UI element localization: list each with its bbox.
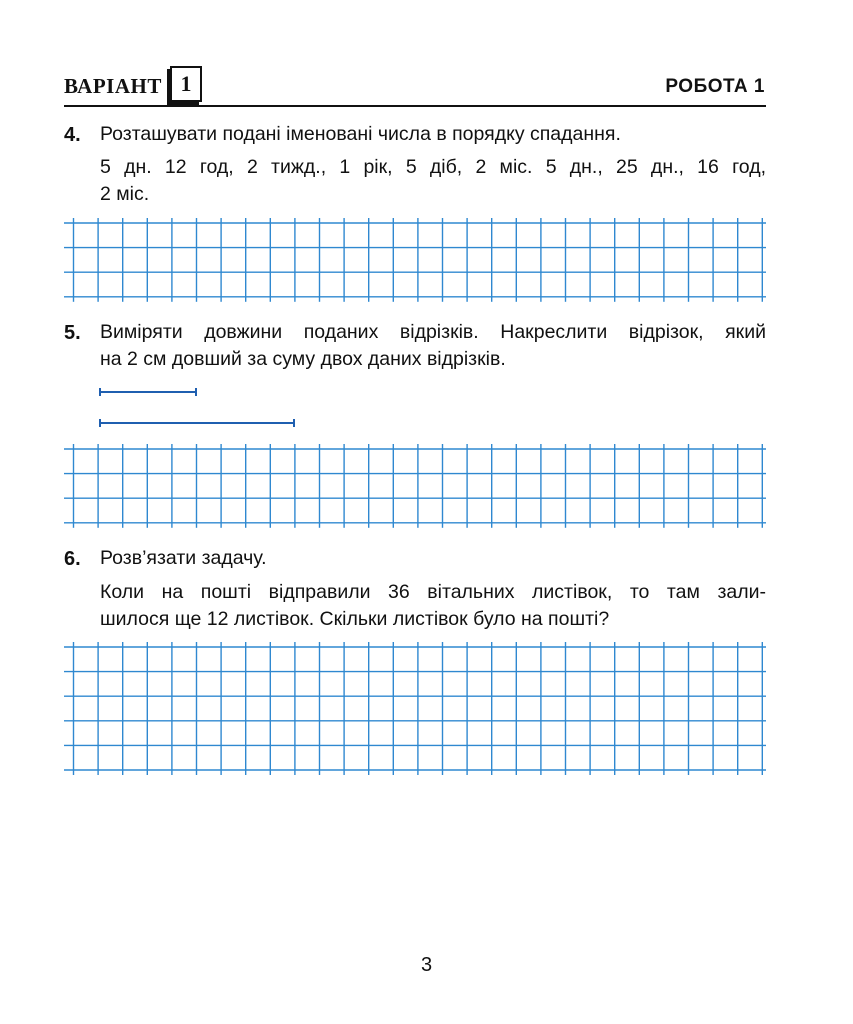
answer-grid-task-4[interactable]: [64, 218, 766, 302]
task-4-line-1: Розташувати подані іменовані числа в порядку спадання.: [100, 123, 621, 145]
task-6-line-3: шилося ще 12 листівок. Скільки листівок було на пошті?: [100, 608, 610, 630]
task-4-line-2: 5 дн. 12 год, 2 тижд., 1 рік, 5 діб, 2 міс. 5 дн., 25 дн., 16 год,: [100, 156, 766, 178]
segment-short: [100, 388, 196, 396]
answer-grid-task-6[interactable]: [64, 642, 766, 775]
page-number: 3: [420, 954, 433, 976]
task-5-line-2: на 2 см довший за суму двох даних відрізків.: [100, 348, 506, 370]
variant-number-box: 1: [170, 66, 202, 102]
answer-grid-task-5[interactable]: [64, 444, 766, 528]
task-4-line-3: 2 міс.: [100, 183, 150, 205]
task-5-number: 5.: [64, 322, 81, 344]
task-6-line-1: Розв’язати задачу.: [100, 547, 267, 569]
task-4-number: 4.: [64, 124, 81, 146]
segment-long: [100, 419, 294, 427]
task-6-line-2: Коли на пошті відправили 36 вітальних листівок, то там зали-: [100, 581, 766, 603]
task-5-line-1: Виміряти довжини поданих відрізків. Накреслити відрізок, який: [100, 321, 766, 343]
work-label: РОБОТА 1: [665, 76, 765, 97]
measurement-segments: [96, 384, 300, 430]
variant-label: ВАРІАНТ: [64, 74, 162, 98]
header-divider: [64, 105, 766, 107]
task-6-number: 6.: [64, 548, 81, 570]
